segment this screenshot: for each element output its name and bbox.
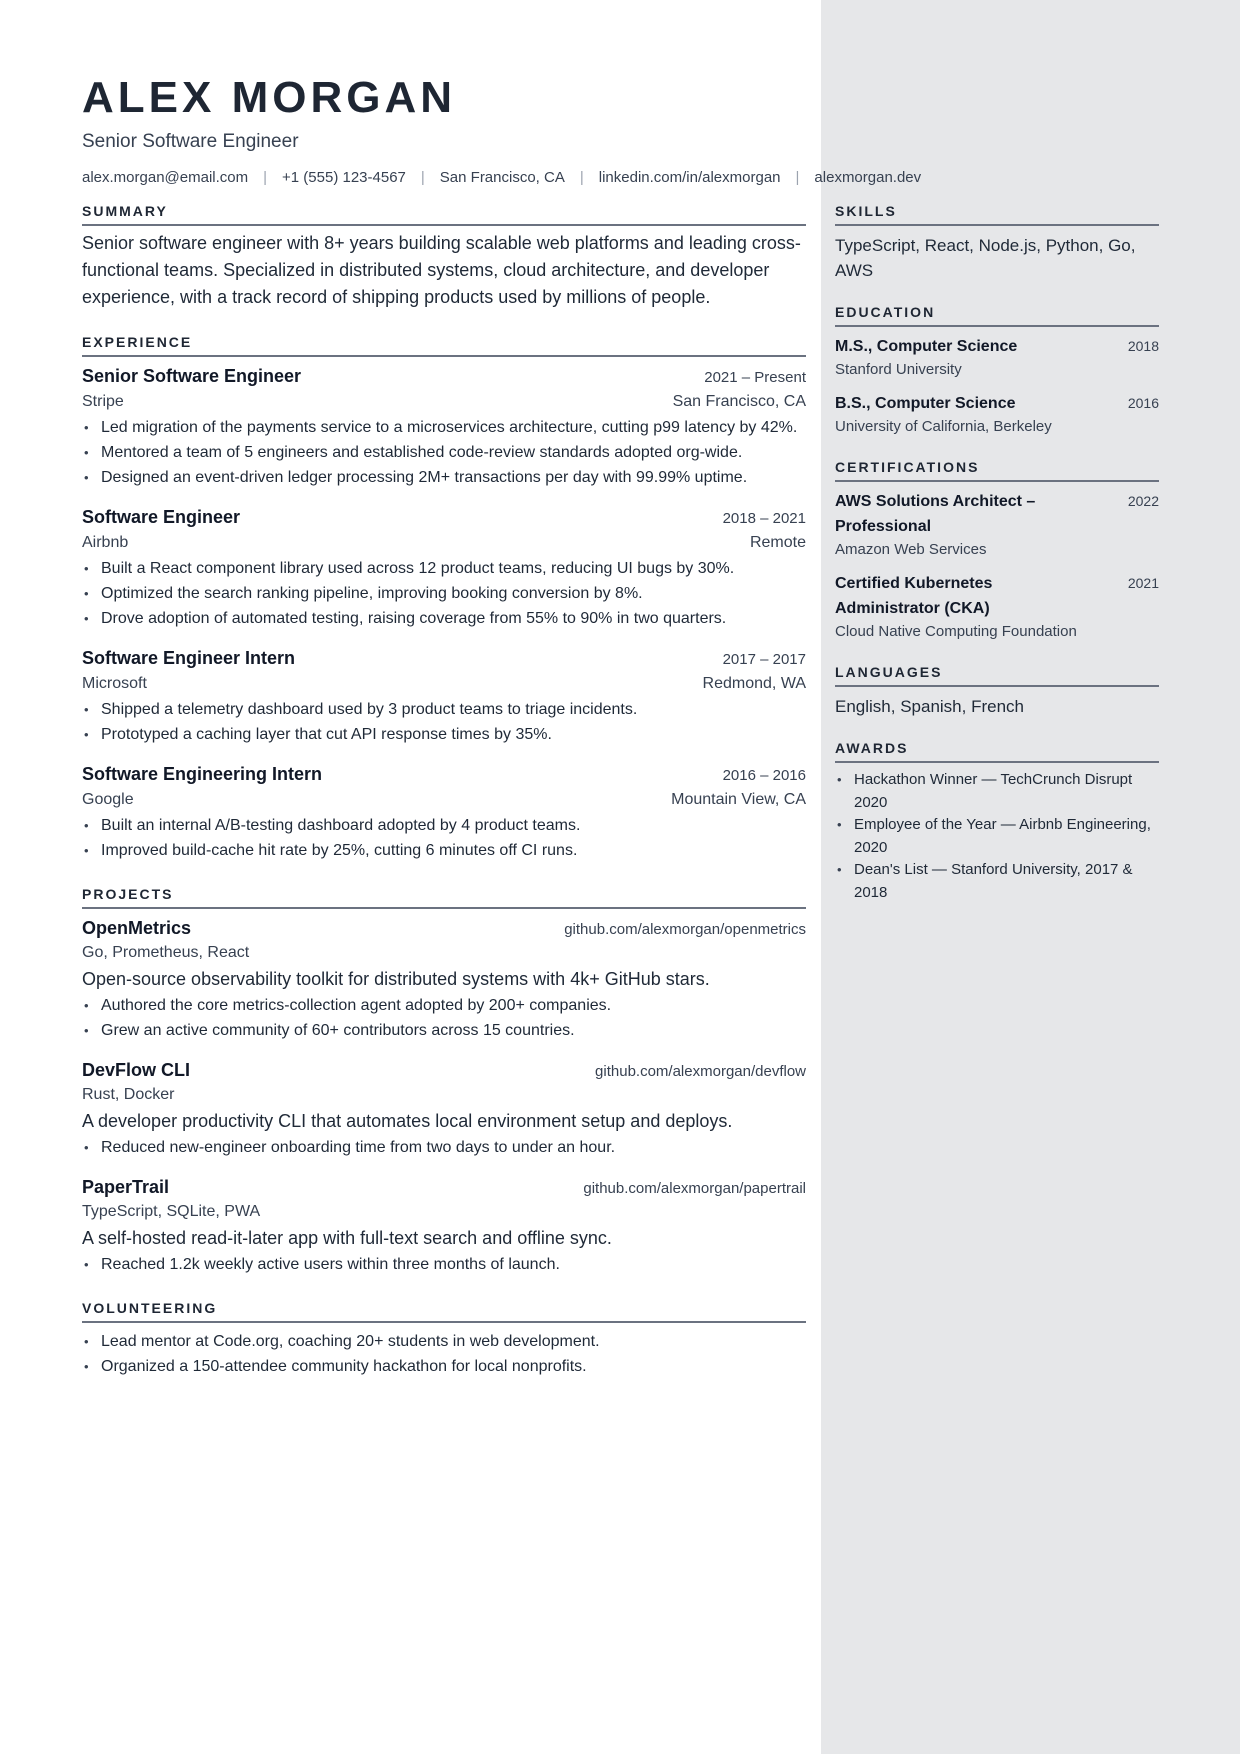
contact-separator: | [420,169,425,186]
education-entry [835,391,1159,438]
experience-entry [82,645,806,747]
awards-bullets [835,769,1159,904]
job-location: San Francisco, CA [672,393,806,410]
skills-section [835,202,1159,283]
company-name: Google [82,791,134,808]
project-link[interactable]: github.com/alexmorgan/openmetrics [564,921,806,938]
project-tech: TypeScript, SQLite, PWA [82,1203,261,1220]
list-item: • Organized a 150-attendee community hackathon for local nonprofits. [82,1354,806,1379]
candidate-name: ALEX MORGAN [82,73,456,122]
section-title: EDUCATION [835,303,1159,327]
project-name: OpenMetrics [82,918,192,938]
list-item: • Hackathon Winner — TechCrunch Disrupt 2020 [835,769,1159,814]
list-item: • Drove adoption of automated testing, raising coverage from 55% to 90% in two quarters. [82,606,806,631]
awards-section [835,739,1159,904]
project-name: DevFlow CLI [82,1060,191,1080]
degree-name: M.S., Computer Science [835,338,1018,355]
job-title: Software Engineering Intern [82,764,323,784]
candidate-headline: Senior Software Engineer [82,131,299,152]
list-item: • Built a React component library used across 12 product teams, reducing UI bugs by 30%. [82,556,806,581]
list-item: • Authored the core metrics-collection agent adopted by 200+ companies. [82,993,806,1018]
contact-phone[interactable]: +1 (555) 123-4567 [282,169,406,186]
project-tech: Rust, Docker [82,1086,175,1103]
degree-year: 2018 [1127,338,1159,354]
certification-year: 2022 [1127,493,1159,509]
list-item: • Improved build-cache hit rate by 25%, cutting 6 minutes off CI runs. [82,838,806,863]
contact-separator: | [579,169,584,186]
company-name: Airbnb [82,534,129,551]
projects-section [82,885,806,1277]
project-entry [82,1057,806,1160]
job-location: Redmond, WA [702,675,806,692]
degree-year: 2016 [1127,395,1159,411]
section-title: PROJECTS [82,885,806,909]
job-bullets [82,813,806,863]
degree-name: B.S., Computer Science [835,395,1016,412]
sidebar-column [835,202,1159,924]
section-title: CERTIFICATIONS [835,458,1159,482]
job-bullets [82,697,806,747]
contact-separator: | [263,169,268,186]
contact-separator: | [795,169,800,186]
job-title: Software Engineer Intern [82,648,296,668]
certification-name: AWS Solutions Architect – Professional [835,493,1036,535]
certification-issuer: Cloud Native Computing Foundation [835,623,1077,640]
volunteering-section [82,1299,806,1379]
project-bullets [82,993,806,1043]
job-dates: 2018 – 2021 [722,510,806,527]
summary-text: Senior software engineer with 8+ years building scalable web platforms and leading cross-functional teams. Specialized in distributed systems, cloud architecture, and developer experience, with a track record of shipping products used by millions of people. [82,233,801,307]
section-title: VOLUNTEERING [82,1299,806,1323]
job-dates: 2016 – 2016 [722,767,806,784]
list-item: • Designed an event-driven ledger processing 2M+ transactions per day with 99.99% uptime. [82,465,806,490]
languages-text: English, Spanish, French [835,697,1024,716]
section-title: EXPERIENCE [82,333,806,357]
project-link[interactable]: github.com/alexmorgan/papertrail [583,1180,806,1197]
job-location: Mountain View, CA [671,791,806,808]
languages-section [835,663,1159,719]
job-dates: 2021 – Present [704,369,806,386]
section-title: LANGUAGES [835,663,1159,687]
school-name: Stanford University [835,361,962,378]
contact-email[interactable]: alex.morgan@email.com [82,169,249,186]
resume-header [82,72,1182,188]
project-bullets [82,1252,806,1277]
skills-text: TypeScript, React, Node.js, Python, Go, AWS [835,236,1136,280]
project-bullets [82,1135,806,1160]
section-title: SKILLS [835,202,1159,226]
job-location: Remote [749,534,806,551]
job-bullets [82,415,806,490]
education-entry [835,334,1159,381]
certification-issuer: Amazon Web Services [835,541,987,558]
section-title: AWARDS [835,739,1159,763]
experience-section [82,333,806,863]
section-title: SUMMARY [82,202,806,226]
company-name: Microsoft [82,675,147,692]
summary-section [82,202,806,311]
experience-entry [82,504,806,631]
list-item: • Optimized the search ranking pipeline, improving booking conversion by 8%. [82,581,806,606]
list-item: • Built an internal A/B-testing dashboard adopted by 4 product teams. [82,813,806,838]
list-item: • Grew an active community of 60+ contributors across 15 countries. [82,1018,806,1043]
list-item: • Shipped a telemetry dashboard used by 3 product teams to triage incidents. [82,697,806,722]
volunteering-bullets [82,1329,806,1379]
project-description: A self-hosted read-it-later app with full-text search and offline sync. [82,1228,612,1248]
school-name: University of California, Berkeley [835,418,1052,435]
contact-linkedin[interactable]: linkedin.com/in/alexmorgan [598,169,781,186]
project-tech: Go, Prometheus, React [82,944,250,961]
list-item: • Led migration of the payments service to a microservices architecture, cutting p99 latency by 42%. [82,415,806,440]
contact-line [82,168,1182,188]
certification-name: Certified Kubernetes Administrator (CKA) [835,575,993,617]
job-bullets [82,556,806,631]
list-item: • Lead mentor at Code.org, coaching 20+ students in web development. [82,1329,806,1354]
certifications-section [835,458,1159,643]
job-title: Software Engineer [82,507,241,527]
experience-entry [82,761,806,863]
certification-entry [835,571,1159,643]
education-section [835,303,1159,438]
job-dates: 2017 – 2017 [722,651,806,668]
main-column [82,202,806,1401]
company-name: Stripe [82,393,124,410]
project-entry [82,915,806,1043]
project-name: PaperTrail [82,1177,170,1197]
contact-website[interactable]: alexmorgan.dev [814,169,922,186]
list-item: • Reached 1.2k weekly active users within three months of launch. [82,1252,806,1277]
project-link[interactable]: github.com/alexmorgan/devflow [595,1063,806,1080]
list-item: • Mentored a team of 5 engineers and established code-review standards adopted org-wide. [82,440,806,465]
job-title: Senior Software Engineer [82,366,302,386]
certification-year: 2021 [1127,575,1159,591]
list-item: • Prototyped a caching layer that cut API response times by 35%. [82,722,806,747]
project-entry [82,1174,806,1277]
contact-location: San Francisco, CA [439,169,565,186]
list-item: • Dean's List — Stanford University, 2017 & 2018 [835,859,1159,904]
list-item: • Reduced new-engineer onboarding time from two days to under an hour. [82,1135,806,1160]
list-item: • Employee of the Year — Airbnb Engineering, 2020 [835,814,1159,859]
experience-entry [82,363,806,490]
certification-entry [835,489,1159,561]
project-description: A developer productivity CLI that automates local environment setup and deploys. [82,1111,733,1131]
project-description: Open-source observability toolkit for distributed systems with 4k+ GitHub stars. [82,969,710,989]
